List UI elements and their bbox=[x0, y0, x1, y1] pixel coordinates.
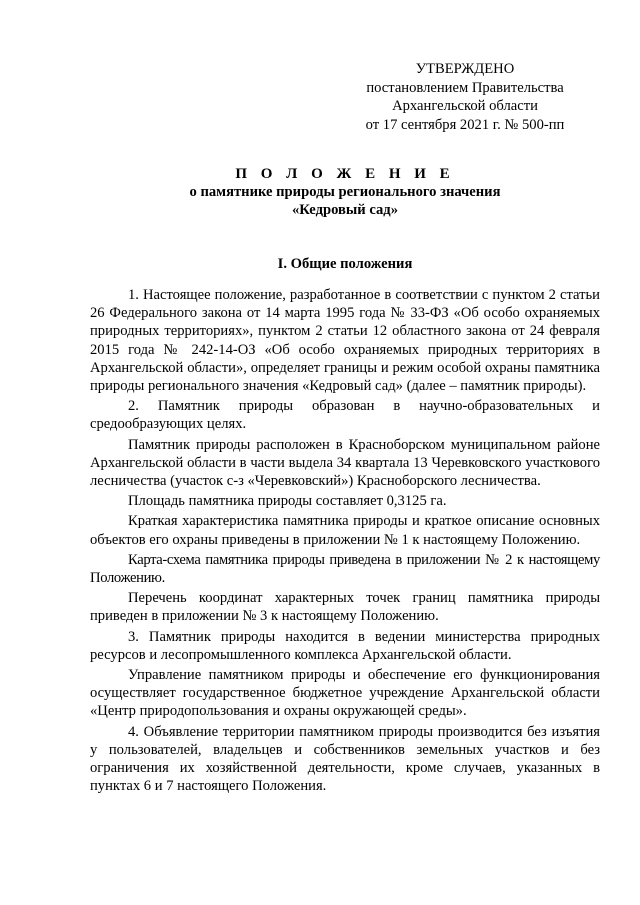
approval-authority: постановлением Правительства bbox=[366, 79, 564, 96]
document-subtitle: о памятнике природы регионального значения bbox=[189, 184, 501, 200]
section-heading: I. Общие положения bbox=[277, 256, 413, 272]
paragraph-3: Памятник природы расположен в Красноборском муниципальном районе Архангельской области в части выдела 34 квартала 13 Черевковского участкового лесничества (участок с-з «Черевковский») Красноборского лесничества. bbox=[90, 436, 600, 490]
paragraph-9: Управление памятником природы и обеспечение его функционирования осуществляет государственное бюджетное учреждение Архангельской области «Центр природопользования и охраны окружающей среды». bbox=[90, 667, 600, 720]
paragraph-5: Краткая характеристика памятника природы и краткое описание основных объектов его охраны приведены в приложении № 1 к настоящему Положению. bbox=[90, 513, 600, 548]
paragraph-1: 1. Настоящее положение, разработанное в соответствии с пунктом 2 статьи 26 Федерального закона от 14 марта 1995 года № 33-ФЗ «Об особо охраняемых природных территориях», пунктом 2 статьи 12 областного закона от 24 февраля 2015 года № 242-14-ОЗ «Об особо охраняемых природных территориях в Архангельской области», определяет границы и режим особой охраны памятника природы регионального значения «Кедровый сад» (далее – памятник природы). bbox=[90, 287, 600, 395]
paragraph-2: 2. Памятник природы образован в научно-образовательных и средообразующих целях. bbox=[90, 398, 600, 433]
paragraph-8: 3. Памятник природы находится в ведении министерства природных ресурсов и лесопромышленного комплекса Архангельской области. bbox=[90, 628, 600, 663]
paragraph-6: Карта-схема памятника природы приведена в приложении № 2 к настоящему Положению. bbox=[90, 551, 600, 587]
approved-label: УТВЕРЖДЕНО bbox=[415, 61, 515, 77]
document-title-block bbox=[90, 165, 600, 219]
approval-region: Архангельской области bbox=[392, 98, 538, 114]
approval-stamp bbox=[340, 60, 590, 134]
approval-date-number: от 17 сентября 2021 г. № 500-пп bbox=[365, 116, 565, 133]
monument-name: «Кедровый сад» bbox=[291, 202, 398, 218]
paragraph-10: 4. Объявление территории памятником природы производится без изъятия у пользователей, владельцев и собственников земельных участков и без ограничения их хозяйственной деятельности, кроме случаев, указанных в пунктах 6 и 7 настоящего Положения. bbox=[90, 723, 600, 795]
paragraph-4: Площадь памятника природы составляет 0,3125 га. bbox=[128, 493, 447, 510]
document-body bbox=[90, 286, 600, 795]
paragraph-7: Перечень координат характерных точек границ памятника природы приведен в приложении № 3 к настоящему Положению. bbox=[90, 590, 600, 625]
document-title: П О Л О Ж Е Н И Е bbox=[235, 166, 455, 182]
